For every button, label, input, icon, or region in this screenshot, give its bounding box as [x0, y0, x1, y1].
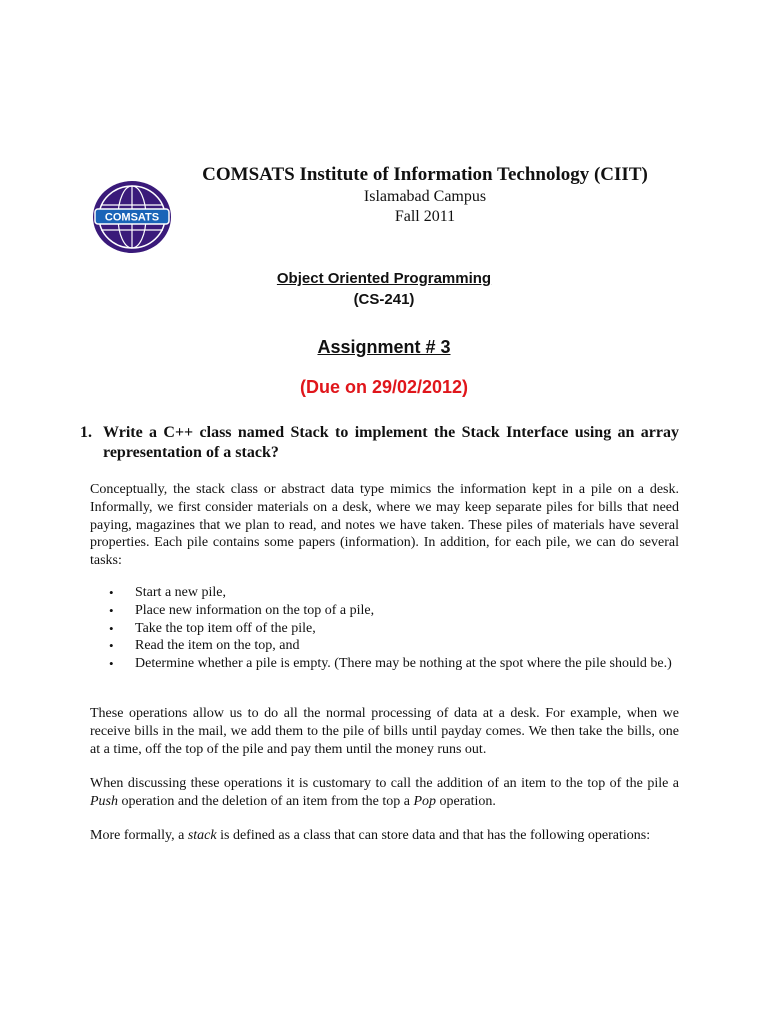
question-text: Write a C++ class named Stack to implement the Stack Interface using an array representation of a stack? [103, 424, 679, 461]
question-number: 1. [80, 424, 92, 441]
paragraph-definition: More formally, a stack is defined as a class that can store data and that has the following operations: [90, 828, 651, 843]
paragraph-operations: These operations allow us to do all the normal processing of data at a desk. For example, when we receive bills in the mail, we add them to the pile of bills until payday comes. We then take the bills, one at a time, off the top of the pile and pay them until the money runs out. [90, 706, 679, 757]
svg-text:COMSATS: COMSATS [104, 211, 160, 224]
task-list [107, 584, 679, 673]
list-item: • Determine whether a pile is empty. (There may be nothing at the spot where the pile should be.) [109, 656, 672, 672]
list-item: • Start a new pile, [109, 585, 226, 600]
due-date: (Due on 29/02/2012) [299, 377, 469, 397]
bullet-icon: • [109, 620, 114, 636]
term-stack: stack [187, 828, 217, 843]
term-push: Push [90, 793, 118, 809]
paragraph-push-pop: When discussing these operations it is customary to call the addition of an item to the top of the pile a Push operation and the deletion of an item from the top a Pop operation. [90, 776, 679, 809]
bullet-icon: • [109, 638, 114, 654]
campus-name: Islamabad Campus [363, 188, 487, 205]
institution-title: COMSATS Institute of Information Technology (CIIT) [202, 164, 648, 185]
bullet-icon: • [109, 602, 114, 618]
bullet-icon: • [109, 585, 114, 600]
course-name: Object Oriented Programming [276, 270, 492, 287]
course-code: (CS-241) [353, 291, 415, 308]
term-pop: Pop [413, 793, 437, 809]
assignment-title: Assignment # 3 [317, 337, 451, 357]
bullet-icon: • [109, 656, 114, 672]
term: Fall 2011 [394, 208, 456, 225]
list-item: • Take the top item off of the pile, [109, 620, 316, 636]
list-item: • Place new information on the top of a pile, [109, 602, 375, 618]
paragraph-intro: Conceptually, the stack class or abstract data type mimics the information kept in a pile on a desk. Informally, we first consider materials on a desk, where we may keep separate piles for bills that need paying, magazines that we plan to read, and notes we have taken. These piles of materials have several properties. Each pile contains some papers (information). In addition, for each pile, we can do several tasks: [90, 482, 679, 569]
list-item: • Read the item on the top, and [109, 638, 300, 654]
